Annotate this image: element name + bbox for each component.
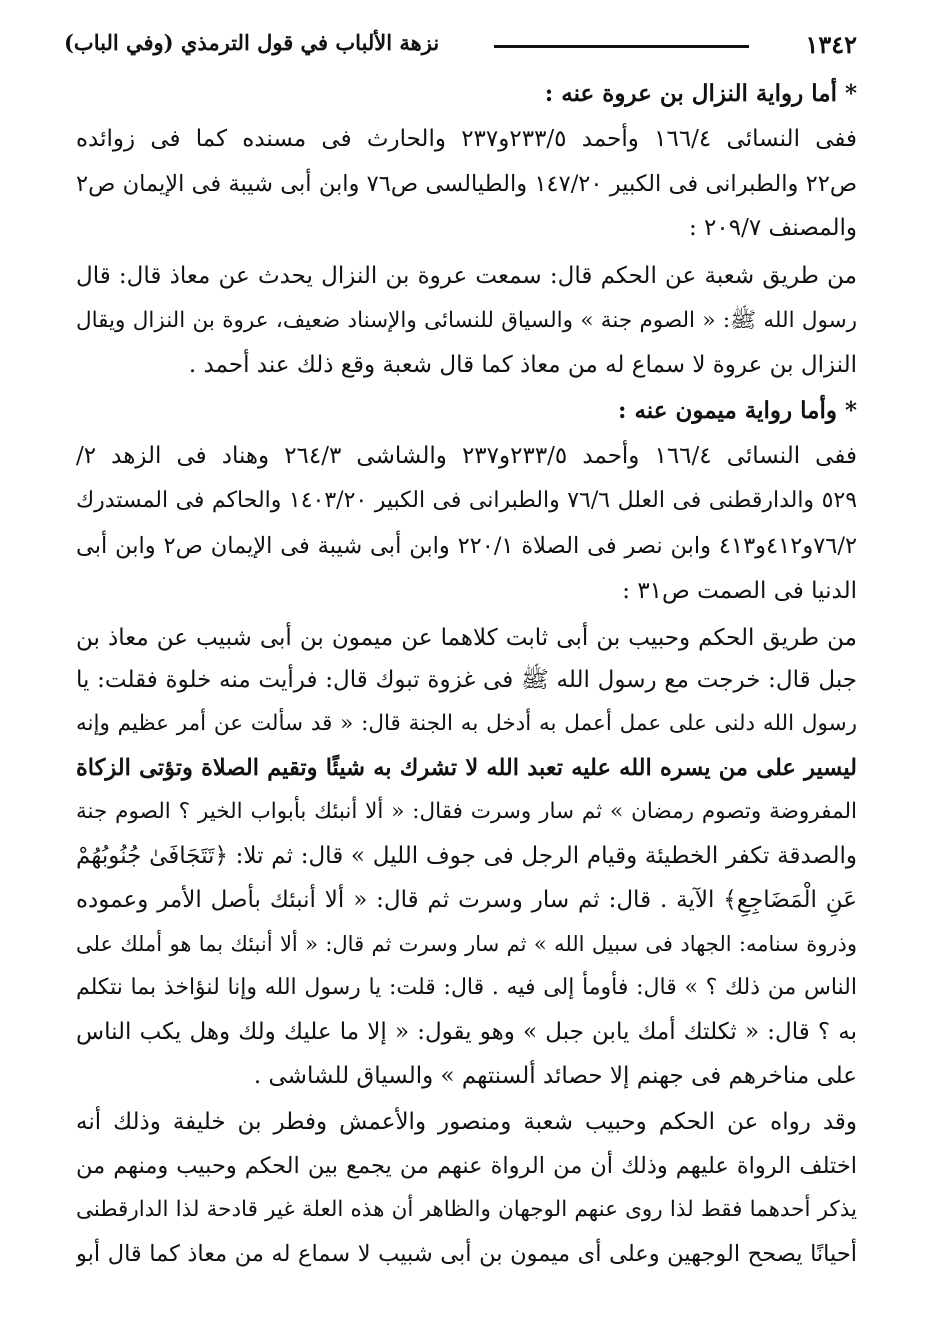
text-line: من طريق الحكم وحبيب بن أبى ثابت كلاهما عن ميمون بن أبى شبيب عن معاذ بن: [76, 625, 857, 651]
text-line: يذكر أحدهما فقط لذا روى عنهم الوجهان والظاهر أن هذه العلة غير قادحة لذا الدارقطنى: [76, 1197, 857, 1222]
text-line: ففى النسائى ١٦٦/٤ وأحمد ٢٣٣/٥و٢٣٧ والشاشى ٢٦٤/٣ وهناد فى الزهد ٢/: [76, 443, 857, 469]
text-line: والصدقة تكفر الخطيئة وقيام الرجل فى جوف الليل » قال: ثم تلا: ﴿تَتَجَافَىٰ جُنُوبُهُمْ: [76, 843, 857, 869]
section-heading: * وأما رواية ميمون عنه :: [617, 397, 857, 424]
text-line: رسول الله دلنى على عمل أعمل به أدخل به الجنة قال: « قد سألت عن أمر عظيم وإنه: [76, 711, 857, 736]
page-number: ١٣٤٢: [805, 30, 857, 59]
text-line: عَنِ الْمَضَاجِعِ﴾ الآية . قال: ثم سار وسرت ثم قال: « ألا أنبئك بأصل الأمر وعموده: [76, 887, 857, 913]
text-line: على مناخرهم فى جهنم إلا حصائد ألسنتهم » والسياق للشاشى .: [253, 1063, 857, 1089]
text-line: أحيانًا يصحح الوجهين وعلى أى ميمون بن أبى شبيب لا سماع له من معاذ كما قال أبو: [76, 1241, 857, 1267]
text-line: اختلف الرواة عليهم وذلك أن من الرواة عنهم من يجمع بين الحكم وحبيب ومنهم من: [76, 1153, 857, 1179]
text-line: وذروة سنامه: الجهاد فى سبيل الله » ثم سار وسرت ثم قال: « ألا أنبئك بما هو أملك على: [76, 932, 857, 956]
page-header: [64, 28, 857, 68]
text-line: ص٢٢ والطبرانى فى الكبير ١٤٧/٢٠ والطيالسى ص٧٦ وابن أبى شيبة فى الإيمان ص٢: [76, 171, 857, 197]
text-line: من طريق شعبة عن الحكم قال: سمعت عروة بن النزال يحدث عن معاذ قال: قال: [76, 263, 857, 289]
text-line: المفروضة وتصوم رمضان » ثم سار وسرت فقال: « ألا أنبئك بأبواب الخير ؟ الصوم جنة: [76, 799, 857, 824]
text-line: ٥٢٩ والدارقطنى فى العلل ٧٦/٦ والطبرانى فى الكبير ١٤٠٣/٢٠ والحاكم فى المستدرك: [76, 488, 857, 513]
text-line: الناس من ذلك ؟ » قال: فأومأ إلى فيه . قال: قلت: يا رسول الله وإنا لنؤاخذ بما نتكلم: [76, 975, 857, 1000]
text-line: وقد رواه عن الحكم وحبيب شعبة ومنصور والأعمش وفطر بن خليفة وذلك أنه: [76, 1109, 857, 1135]
text-line: والمصنف ٢٠٩/٧ :: [688, 215, 857, 241]
text-line: به ؟ قال: « ثكلتك أمك يابن جبل » وهو يقول: « إلا ما عليك ولك وهل يكب الناس: [76, 1019, 857, 1045]
text-line: ففى النسائى ١٦٦/٤ وأحمد ٢٣٣/٥و٢٣٧ والحارث فى مسنده كما فى زوائده: [76, 126, 857, 152]
text-line: رسول الله ﷺ: « الصوم جنة » والسياق للنسائى والإسناد ضعيف، عروة بن النزال ويقال: [76, 308, 857, 333]
text-line: الدنيا فى الصمت ص٣١ :: [622, 578, 857, 604]
text-line: جبل قال: خرجت مع رسول الله ﷺ فى غزوة تبوك قال: فرأيت منه خلوة فقلت: يا: [76, 667, 857, 693]
section-heading: * أما رواية النزال بن عروة عنه :: [544, 80, 857, 107]
text-line: ٧٦/٢و٤١٢و٤١٣ وابن نصر فى الصلاة ٢٢٠/١ وابن أبى شيبة فى الإيمان ص٢ وابن أبى: [76, 533, 857, 559]
text-line: النزال بن عروة لا سماع له من معاذ كما قال شعبة وقع ذلك عند أحمد .: [188, 352, 857, 378]
header-rule: [494, 45, 749, 48]
text-line: ليسير على من يسره الله عليه تعبد الله لا تشرك به شيئًا وتقيم الصلاة وتؤتى الزكاة: [76, 755, 857, 781]
running-title: نزهة الألباب في قول الترمذي (وفي الباب): [64, 30, 440, 55]
